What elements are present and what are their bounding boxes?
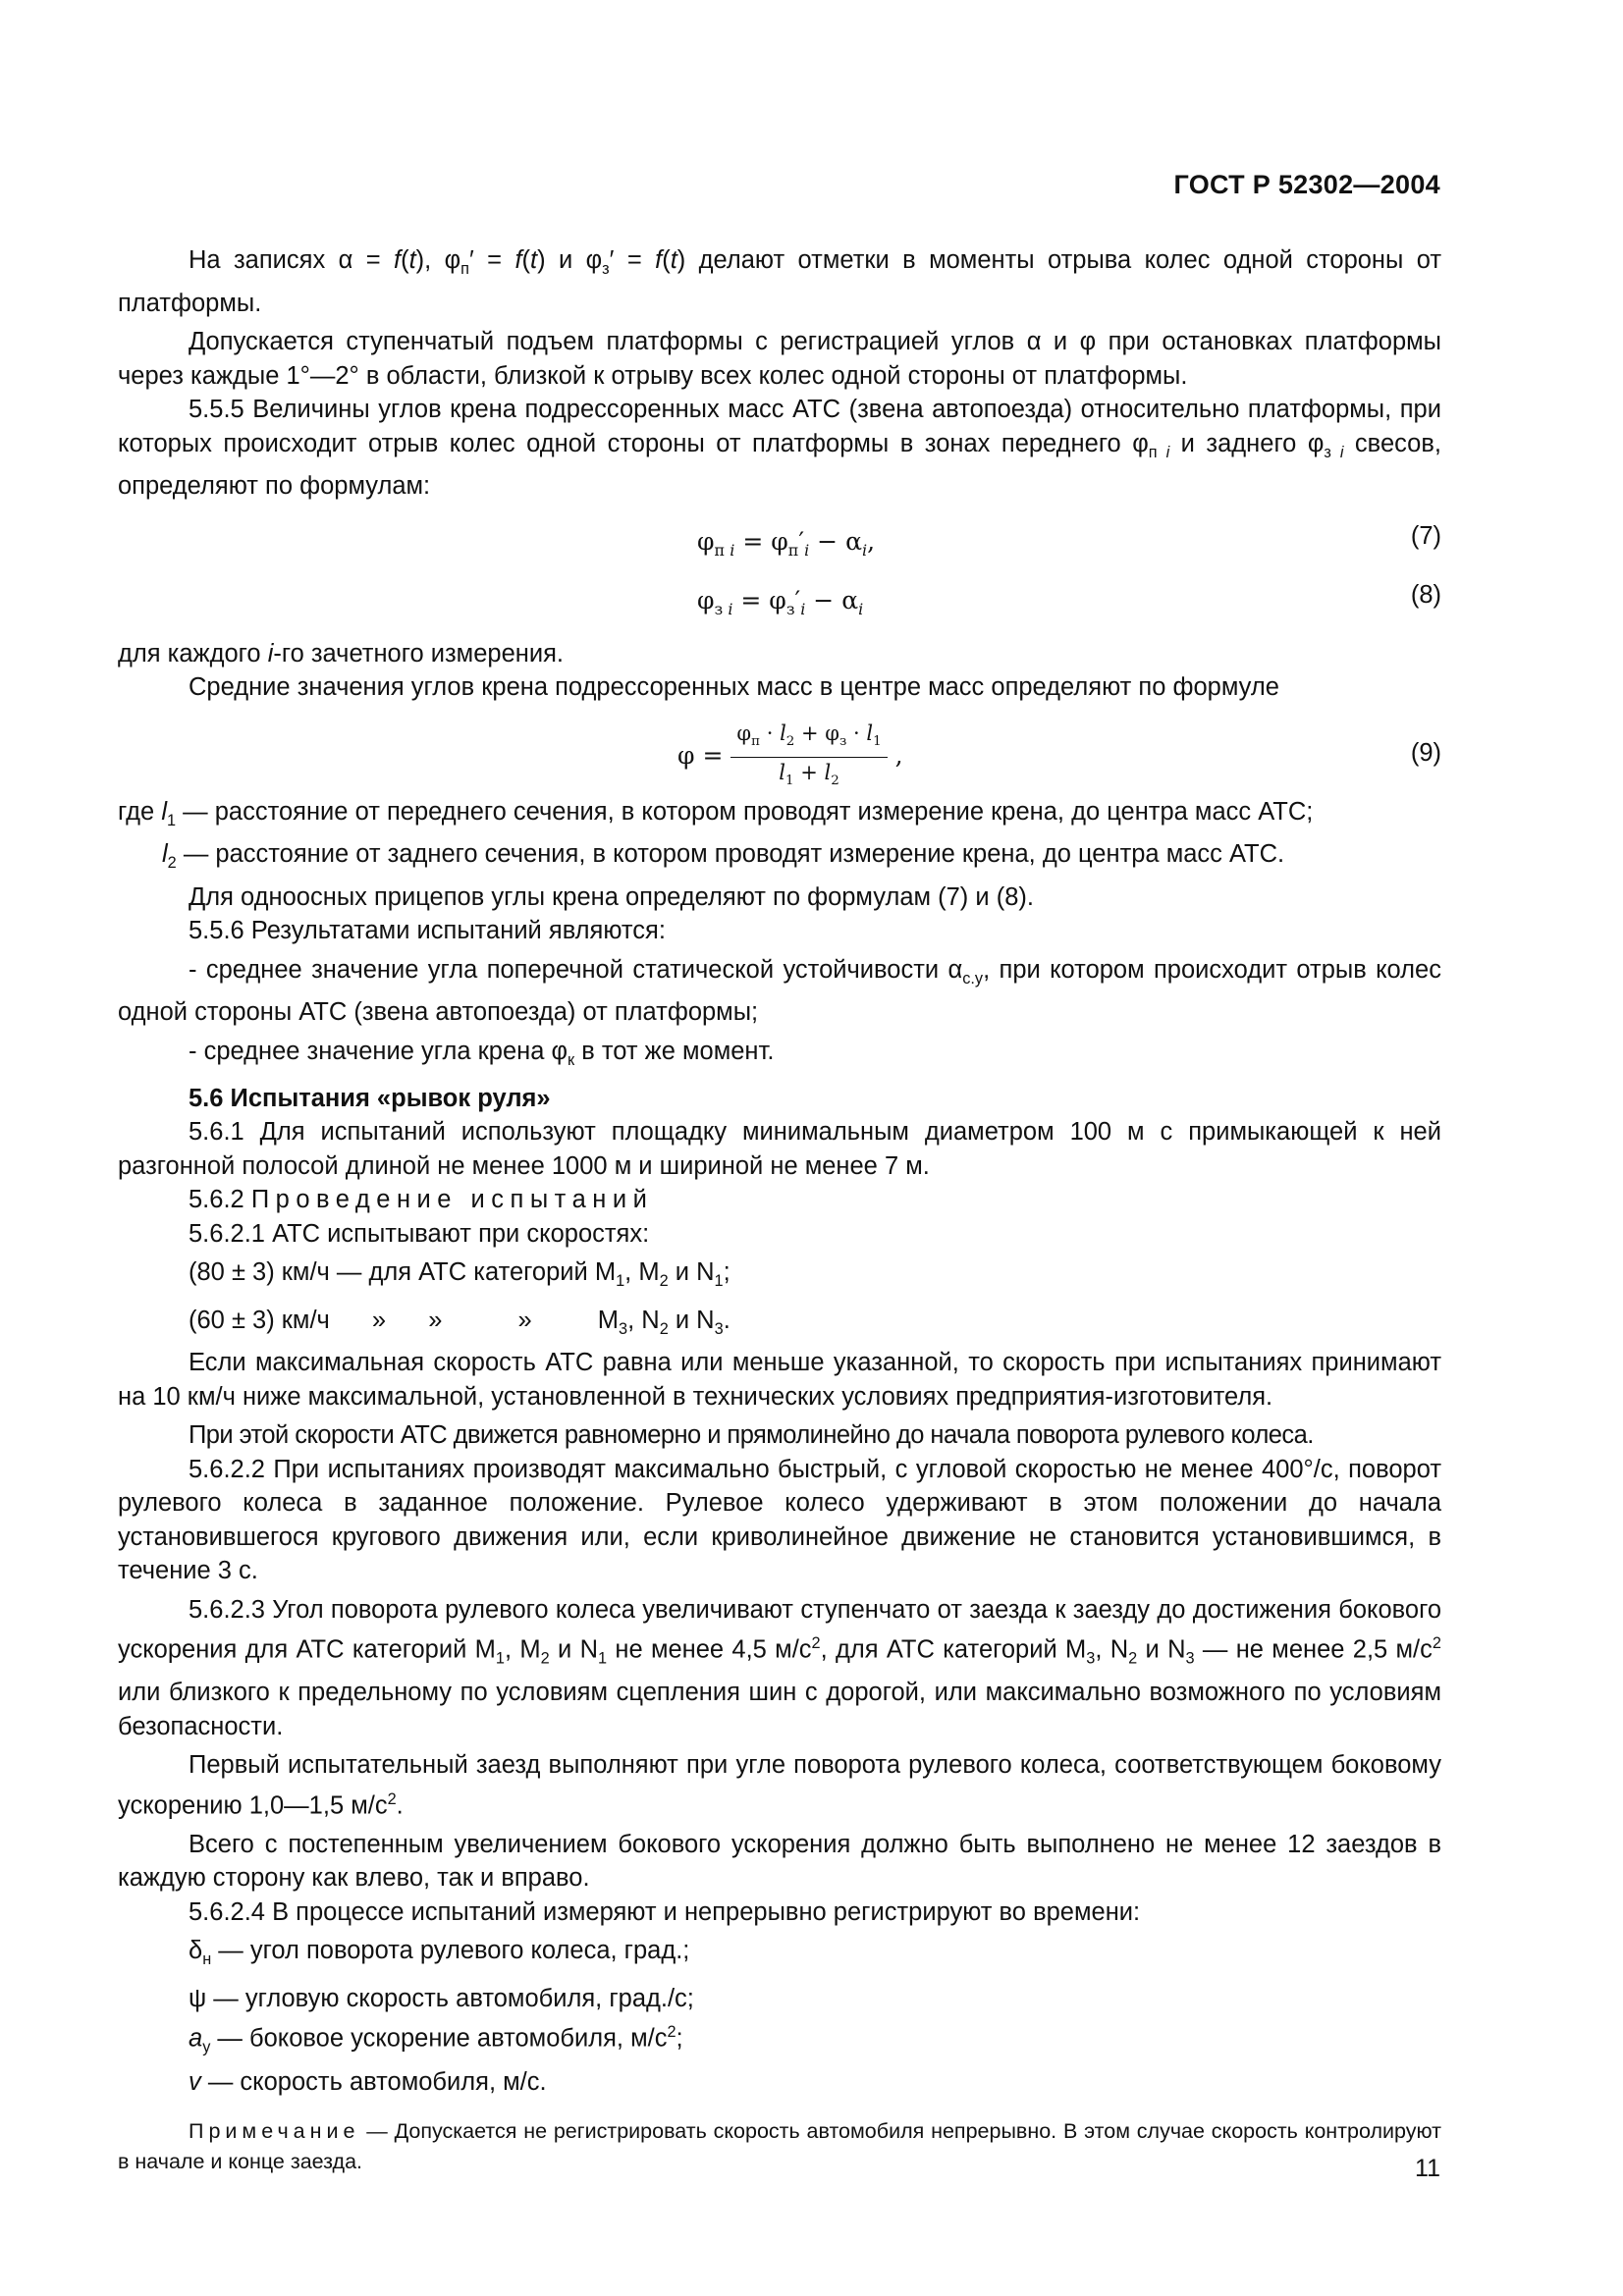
paragraph: 5.5.6 Результатами испытаний являются: [189,917,666,945]
equation-8 [118,574,1441,633]
paragraph: для каждого i-го зачетного измерения. [118,639,564,667]
page-number: 11 [1415,2155,1440,2182]
section-title: Проведение испытаний [250,1186,654,1214]
paragraph: 5.5.5 Величины углов крена подрессоренных масс АТС (звена автопоезда) относительно платформы, при которых происходит отрыв колес одной стороны от платформы в зонах переднего $\varphi_{п i}$ и заднего $\varphi_{з i}$ свесов, определяют по формулам: [118,396,1441,501]
paragraph: где $l_1$ — расстояние от переднего сечения, в котором проводят измерение крена, до центра масс АТС; [118,797,1314,829]
paragraph: Средние значения углов крена подрессоренных масс в центре масс определяют по формуле [189,673,1279,702]
paragraph [118,1183,1441,1217]
document-header: ГОСТ Р 52302—2004 [1173,170,1440,199]
section-number: 5.6.2 [189,1186,244,1214]
paragraph: 5.6.1 Для испытаний используют площадку минимальным диаметром 100 м с примыкающей к ней разгонной полосой длиной не менее 1000 м и шириной не менее 7 м. [118,1118,1441,1180]
paragraph: Для одноосных прицепов углы крена определяют по формулам (7) и (8). [189,882,1034,911]
list-item: v — скорость автомобиля, м/с. [189,2067,547,2096]
paragraph: - среднее значение угла поперечной статической устойчивости $\alpha_{с.у}$, при котором происходит отрыв колес одной стороны АТС (звена автопоезда) от платформы; [118,955,1441,1027]
document-body [118,243,1441,2177]
paragraph: Если максимальная скорость АТС равна или меньше указанной, то скорость при испытаниях принимают на 10 км/ч ниже максимальной, установленной в технических условиях предприятия-изготовителя. [118,1349,1441,1411]
paragraph: При этой скорости АТС движется равномерно и прямолинейно до начала поворота рулевого колеса. [189,1421,1314,1450]
equation-7-formula: $\varphi_{п i} = \varphi_п'_i - \alpha_i$, [697,526,876,560]
equation-9 [118,717,1441,793]
paragraph: Допускается ступенчатый подъем платформы с регистрацией углов α и φ при остановках платформы через каждые 1°—2° в области, близкой к отрыву всех колес одной стороны от платформы. [118,328,1441,390]
list-item: $\delta_н$ — угол поворота рулевого колеса, град.; [189,1937,690,1969]
list-item: $a_y$ — боковое ускорение автомобиля, $м/с^2$; [189,2023,683,2057]
paragraph: Первый испытательный заезд выполняют при угле поворота рулевого колеса, соответствующем боковому ускорению 1,0—1,5 $м/с^2$. [118,1751,1441,1820]
paragraph: 5.6.2.1 АТС испытывают при скоростях: [189,1219,650,1248]
paragraph: 5.6.2.4 В процессе испытаний измеряют и непрерывно регистрируют во времени: [189,1897,1141,1926]
equation-8-number: (8) [1410,580,1441,609]
paragraph: $l_2$ — расстояние от заднего сечения, в котором проводят измерение крена, до центра масс АТС. [162,840,1285,873]
list-item: ψ — угловую скорость автомобиля, град./с; [189,1984,694,2012]
equation-9-formula: φ = $\frac{\varphi_п \cdot l_2 + \varphi_з \cdot l_1}{l_1 + l_2}$ , [677,719,903,796]
note [118,2116,1441,2177]
paragraph: Всего с постепенным увеличением бокового ускорения должно быть выполнено не менее 12 заездов в каждую сторону как влево, так и вправо. [118,1830,1441,1893]
equation-9-fraction: $\frac{\varphi_п \cdot l_2 + \varphi_з \cdot l_1}{l_1 + l_2}$ [730,719,887,796]
section-heading: 5.6 Испытания «рывок руля» [189,1084,551,1112]
paragraph: На записях α = f(t), $\varphi_п' = f(t)$ и $\varphi_з' = f(t)$ делают отметки в моменты отрыва колес одной стороны от платформы. [118,246,1442,317]
equation-7 [118,515,1441,574]
paragraph: - среднее значение угла крена $\varphi_к$ в тот же момент. [189,1037,775,1070]
note-text: — Допускается не регистрировать скорость автомобиля непрерывно. В этом случае скорость контролируют в начале и конце заезда. [118,2119,1441,2174]
equation-8-formula: $\varphi_{з i} = \varphi_з'_i - \alpha_i$ [697,585,864,618]
equation-7-number: (7) [1410,521,1441,550]
equation-9-number: (9) [1410,738,1441,767]
paragraph: 5.6.2.2 При испытаниях производят максимально быстрый, с угловой скоростью не менее 400°/с, поворот рулевого колеса в заданное положение. Рулевое колесо удерживают в этом положении до начала установившегося кругового движения или, если криволинейное движение не становится установившимся, в течение 3 с. [118,1455,1441,1585]
paragraph: 5.6.2.3 Угол поворота рулевого колеса увеличивают ступенчато от заезда к заезду до достижения бокового ускорения для АТС категорий $M_1$, $M_2$ и $N_1$ не менее 4,5 $м/с^2$, для АТС категорий $M_3$, $N_2$ и $N_3$ — не менее 2,5 $м/с^2$ или близкого к предельному по условиям сцепления шин с дорогой, или максимально возможного по условиям безопасности. [118,1595,1441,1740]
paragraph: (80 ± 3) км/ч — для АТС категорий $M_1$, $M_2$ и $N_1$; [189,1258,730,1291]
note-label: Примечание [189,2119,360,2144]
paragraph: (60 ± 3) км/ч » » » $M_3$, $N_2$ и $N_3$. [189,1306,730,1338]
